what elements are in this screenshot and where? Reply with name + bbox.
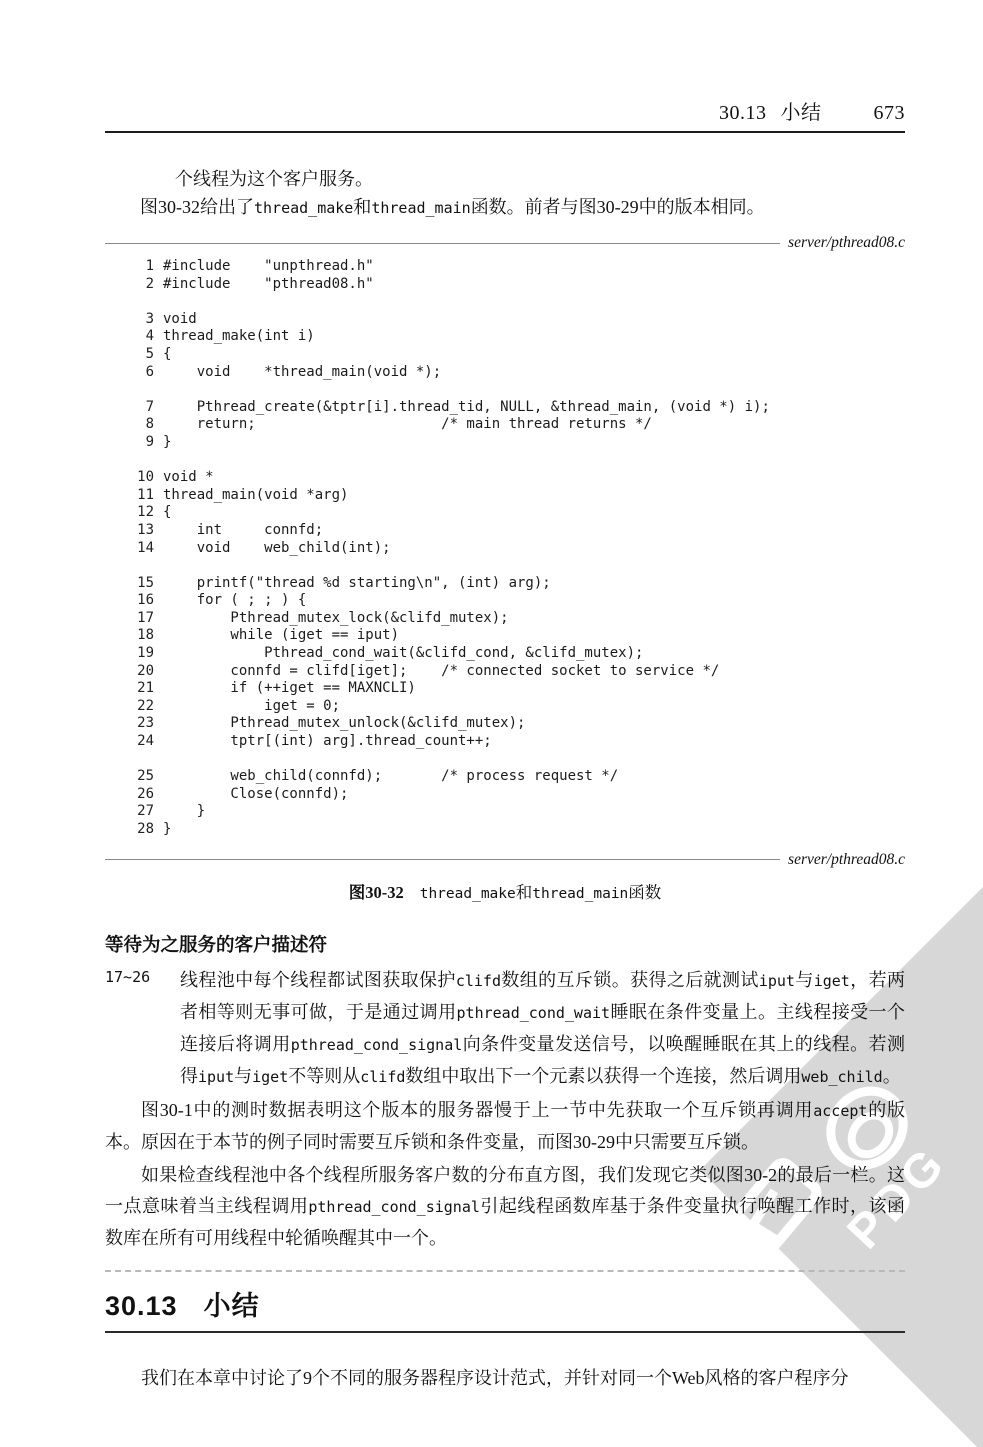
code-line (105, 768, 905, 786)
code-term: thread_main (532, 885, 629, 902)
code-text: Pthread_mutex_lock(&clifd_mutex); (163, 609, 509, 626)
line-number: 24 (137, 733, 154, 750)
intro-paragraph (105, 165, 905, 222)
text-segment: ，若两者相等则无事可做，于是通过调用 (180, 969, 906, 1022)
running-header (105, 96, 905, 125)
text-segment: 向条件变量发送信号，以唤醒睡眠在其上的线程。若测得 (180, 1033, 906, 1086)
code-text: Close(connfd); (163, 785, 349, 802)
code-text: connfd = clifd[iget]; /* connected socket to service */ (163, 662, 720, 679)
code-line (105, 627, 905, 645)
code-text: tptr[(int) arg].thread_count++; (163, 733, 492, 750)
code-line (105, 504, 905, 522)
text-segment: 线程池中每个线程都试图获取保护 (180, 969, 456, 990)
line-number: 22 (137, 697, 154, 714)
intro-line-1: 个线程为这个客户服务。 (175, 169, 373, 189)
line-number: 7 (145, 398, 154, 415)
code-text: int connfd; (163, 521, 324, 538)
line-number: 10 (137, 469, 154, 486)
code-text: return; /* main thread returns */ (163, 416, 652, 433)
section-title: 小结 (203, 1290, 260, 1321)
line-number: 6 (145, 363, 154, 380)
code-line (105, 381, 905, 399)
code-text: thread_make(int i) (163, 328, 315, 345)
code-term: thread_main (371, 199, 471, 217)
line-number: 20 (137, 662, 154, 679)
code-line (105, 258, 905, 276)
code-line (105, 715, 905, 733)
code-text: printf("thread %d starting\n", (int) arg); (163, 574, 551, 591)
code-term: pthread_cond_signal (308, 1197, 480, 1216)
line-number: 9 (145, 433, 154, 450)
code-listing (105, 258, 905, 839)
code-text: void * (163, 469, 214, 486)
code-term: thread_make (254, 199, 354, 217)
header-section-title: 小结 (780, 102, 822, 124)
line-number: 16 (137, 592, 154, 609)
code-text: if (++iget == MAXNCLI) (163, 680, 416, 697)
code-text: { (163, 504, 172, 521)
line-number: 11 (137, 486, 154, 503)
code-line (105, 803, 905, 821)
text-segment: 图30-32给出了 (140, 197, 254, 217)
code-line (105, 751, 905, 769)
code-text: void web_child(int); (163, 539, 391, 556)
code-text: iget = 0; (163, 697, 341, 714)
text-segment: 函数 (628, 882, 662, 902)
code-text: thread_main(void *arg) (163, 486, 349, 503)
text-segment: 如果检查线程池中各个线程所服务客户数的分布直方图，我们发现它类似图30-2的最后一栏。这一点意味着当主线程调用 (105, 1164, 905, 1216)
code-term: clifd (360, 1067, 406, 1086)
line-number: 23 (137, 715, 154, 732)
code-text: } (163, 433, 172, 450)
section-heading (105, 1284, 905, 1323)
code-line (105, 364, 905, 382)
line-number (105, 557, 163, 575)
section-number: 30.13 (105, 1290, 178, 1321)
text-segment: 与 (794, 969, 814, 990)
code-text: web_child(connfd); /* process request */ (163, 768, 619, 785)
line-range-label: 17~26 (105, 967, 151, 986)
histogram-paragraph (105, 1160, 905, 1254)
timing-paragraph (105, 1095, 905, 1158)
line-number: 15 (137, 574, 154, 591)
line-number: 3 (145, 310, 154, 327)
line-number: 26 (137, 785, 154, 802)
code-line (105, 680, 905, 698)
section-heading-rule (105, 1331, 905, 1333)
code-line (105, 821, 905, 839)
code-term: pthread_cond_wait (456, 1003, 611, 1022)
line-number: 12 (137, 504, 154, 521)
listing-top-rule (105, 234, 905, 252)
paragraph-text (180, 965, 905, 1093)
text-segment: 函数。前者与图30-29中的版本相同。 (470, 197, 765, 217)
text-segment: 睡眠在条件变量上。主线程接受一个连接后将调用 (180, 1001, 905, 1054)
code-text: } (163, 803, 206, 820)
code-term: accept (813, 1101, 868, 1120)
line-number: 8 (145, 416, 154, 433)
text-segment: 引起线程函数库基于条件变量执行唤醒工作时，该函数库在所有可用线程中轮循唤醒其中一个。 (105, 1195, 906, 1248)
code-line (105, 293, 905, 311)
code-line (105, 416, 905, 434)
line-number: 5 (145, 345, 154, 362)
line-number: 2 (145, 275, 154, 292)
code-line (105, 733, 905, 751)
code-text: Pthread_cond_wait(&clifd_cond, &clifd_mutex); (163, 645, 644, 662)
text-segment: 与 (234, 1065, 253, 1086)
code-line (105, 522, 905, 540)
code-term: iput (758, 971, 795, 990)
code-line (105, 434, 905, 452)
text-segment: 数组的互斥锁。获得之后就测试 (500, 969, 759, 990)
code-text: while (iget == iput) (163, 627, 400, 644)
line-number: 17 (137, 609, 154, 626)
code-text: void *thread_main(void *); (163, 363, 442, 380)
line-number: 1 (145, 258, 154, 274)
code-line (105, 487, 905, 505)
figure-label: 图30-32 (348, 882, 404, 902)
code-term: iget (813, 971, 850, 990)
closing-paragraph: 我们在本章中讨论了9个不同的服务器程序设计范式，并针对同一个Web风格的客户程序分 (141, 1367, 849, 1388)
text-segment: 和 (353, 197, 372, 217)
code-term: iput (198, 1067, 235, 1086)
code-term: thread_make (419, 885, 516, 902)
code-line (105, 592, 905, 610)
line-number (105, 452, 163, 470)
code-text: #include "pthread08.h" (163, 275, 374, 292)
line-number (105, 751, 163, 769)
code-line (105, 575, 905, 593)
code-term: pthread_cond_signal (290, 1035, 463, 1054)
text-segment: 图30-1中的测时数据表明这个版本的服务器慢于上一节中先获取一个互斥锁再调用 (141, 1099, 814, 1120)
line-number: 18 (137, 627, 154, 644)
header-section-number: 30.13 (719, 102, 767, 124)
code-term: web_child (801, 1067, 883, 1086)
watermark-pdg-text: PDG (837, 1135, 958, 1260)
code-line (105, 663, 905, 681)
code-line (105, 698, 905, 716)
scan-artifact-rule (105, 1270, 905, 1272)
code-text: for ( ; ; ) { (163, 592, 307, 609)
line-number: 4 (145, 328, 154, 345)
intro-line-2 (105, 193, 905, 222)
code-line (105, 540, 905, 558)
code-line (105, 786, 905, 804)
line-number: 28 (137, 821, 154, 837)
text-segment: 不等则从 (288, 1065, 361, 1086)
code-line (105, 346, 905, 364)
code-text: void (163, 310, 197, 327)
line-number: 25 (137, 768, 154, 785)
code-text: } (163, 821, 172, 837)
code-term: clifd (455, 971, 501, 990)
subsection-heading: 等待为之服务的客户描述符 (105, 933, 328, 955)
line-number: 14 (137, 539, 154, 556)
code-line (105, 610, 905, 628)
listing-bottom-rule (105, 851, 905, 869)
line-number (105, 381, 163, 399)
figure-caption (105, 879, 905, 903)
code-line (105, 469, 905, 487)
line-number: 21 (137, 680, 154, 697)
code-text: Pthread_create(&tptr[i].thread_tid, NULL, &thread_main, (void *) i); (163, 398, 770, 415)
text-segment: 。 (882, 1065, 901, 1086)
source-file-label: server/pthread08.c (788, 234, 905, 251)
code-term: iget (252, 1067, 289, 1086)
rule-line (105, 859, 780, 860)
line-number (105, 293, 163, 311)
rule-line (105, 243, 780, 244)
text-segment: 数组中取出下一个元素以获得一个连接，然后调用 (405, 1065, 802, 1086)
code-line (105, 557, 905, 575)
code-line (105, 276, 905, 294)
code-text: #include "unpthread.h" (163, 258, 374, 274)
source-file-label: server/pthread08.c (788, 850, 905, 868)
line-number: 19 (137, 645, 154, 662)
code-text: Pthread_mutex_unlock(&clifd_mutex); (163, 715, 526, 732)
annotated-paragraph (105, 965, 905, 1093)
code-line (105, 328, 905, 346)
code-line (105, 645, 905, 663)
line-number: 27 (137, 803, 154, 820)
page-number: 673 (873, 102, 905, 124)
code-line (105, 452, 905, 470)
header-rule (105, 131, 905, 133)
code-text: { (163, 345, 172, 362)
line-number: 13 (137, 521, 154, 538)
code-line (105, 399, 905, 417)
text-segment: 的版本。原因在于本节的例子同时需要互斥锁和条件变量，而图30-29中只需要互斥锁。 (105, 1099, 905, 1152)
text-segment: 和 (515, 882, 533, 902)
code-line (105, 311, 905, 329)
